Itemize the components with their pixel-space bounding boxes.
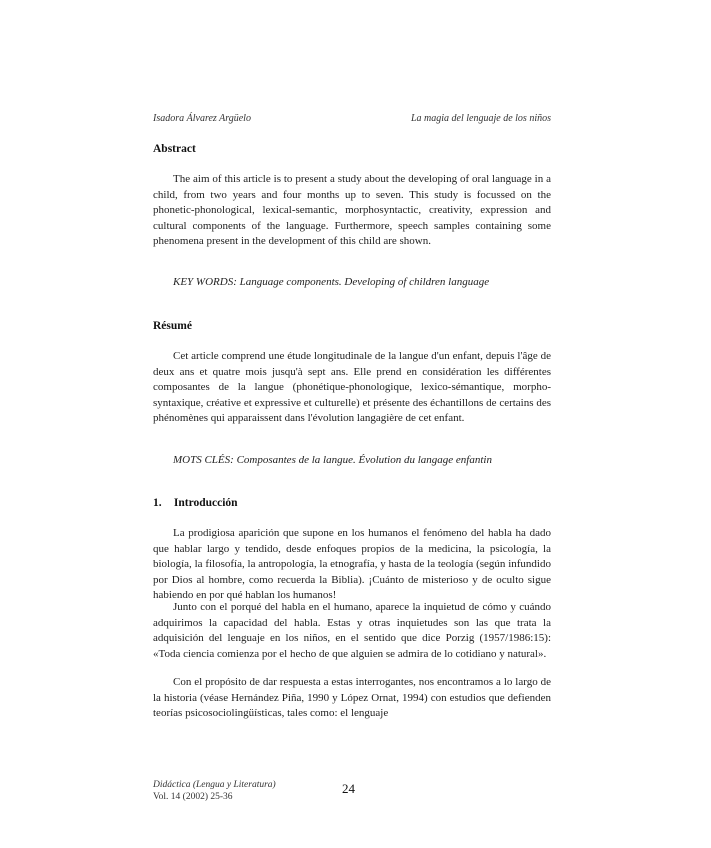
intro-paragraph-2: Junto con el porqué del habla en el humano, aparece la inquietud de cómo y cuándo adquirimos la capacidad del habla. Estas y otras inquietudes son las que trata la adquisición del lenguaje en los niños, en el sentido que dice Porzig (1957/1986:15): «Toda ciencia comienza por el hecho de que alguien se admira de lo cotidiano y natural».: [153, 601, 551, 660]
page-number: 24: [342, 781, 355, 796]
section-title: Introducción: [173, 497, 238, 509]
resume-text: Cet article comprend une étude longitudinale de la langue d'un enfant, depuis l'âge de deux ans et quatre mois jusqu'à sept ans. Elle prend en considération les différentes composantes de la langue (phonétique-phonologique, lexico-sémantique, morpho-syntaxique, créative et expressive et culturelle) et présente des échantillons de certains des phénomènes qui apparaissent dans l'évolution langagière de cet enfant.: [153, 350, 551, 425]
section-heading-introduction: [153, 497, 238, 509]
abstract-heading: Abstract: [153, 143, 196, 155]
header-title: La magia del lenguaje de los niños: [411, 113, 551, 124]
intro-paragraph-1: La prodigiosa aparición que supone en los humanos el fenómeno del habla ha dado que hablar largo y tendido, desde enfoques propios de la medicina, la psicología, la biología, la filosofía, la antropología, la etnografía, y hasta de la teología (según infundido por Dios al hombre, como recuerda la Biblia). ¡Cuánto de misterioso y de oculto sigue habiendo en por qué hablan los humanos!: [153, 527, 551, 602]
header-author: Isadora Álvarez Argüelo: [153, 113, 251, 124]
mots-cles-label: MOTS CLÉS:: [173, 454, 234, 466]
abstract-text: The aim of this article is to present a study about the developing of oral language in a child, from two years and four months up to seven. This study is focussed on the phonetic-phonological, lexical-semantic, morphosyntactic, creativity, expression and cultural components of the language. Furthermore, speech samples containing some phenomena present in the development of this child are shown.: [153, 173, 551, 248]
journal-volume: Vol. 14 (2002) 25-36: [153, 792, 233, 802]
journal-name: Didáctica (Lengua y Literatura): [153, 780, 276, 790]
intro-paragraph-3: Con el propósito de dar respuesta a estas interrogantes, nos encontramos a lo largo de la historia (véase Hernández Piña, 1990 y López Ornat, 1994) con estudios que defienden teorías psicosociolingüísticas, tales como: el lenguaje: [153, 676, 551, 720]
journal-citation: [153, 779, 276, 803]
keywords-label: KEY WORDS:: [173, 276, 237, 288]
resume-keywords: [173, 454, 553, 466]
resume-heading: Résumé: [153, 320, 192, 332]
mots-cles-value: Composantes de la langue. Évolution du langage enfantin: [236, 454, 492, 466]
section-number: 1.: [153, 497, 162, 509]
abstract-keywords: [173, 276, 553, 288]
keywords-value: Language components. Developing of children language: [239, 276, 490, 288]
